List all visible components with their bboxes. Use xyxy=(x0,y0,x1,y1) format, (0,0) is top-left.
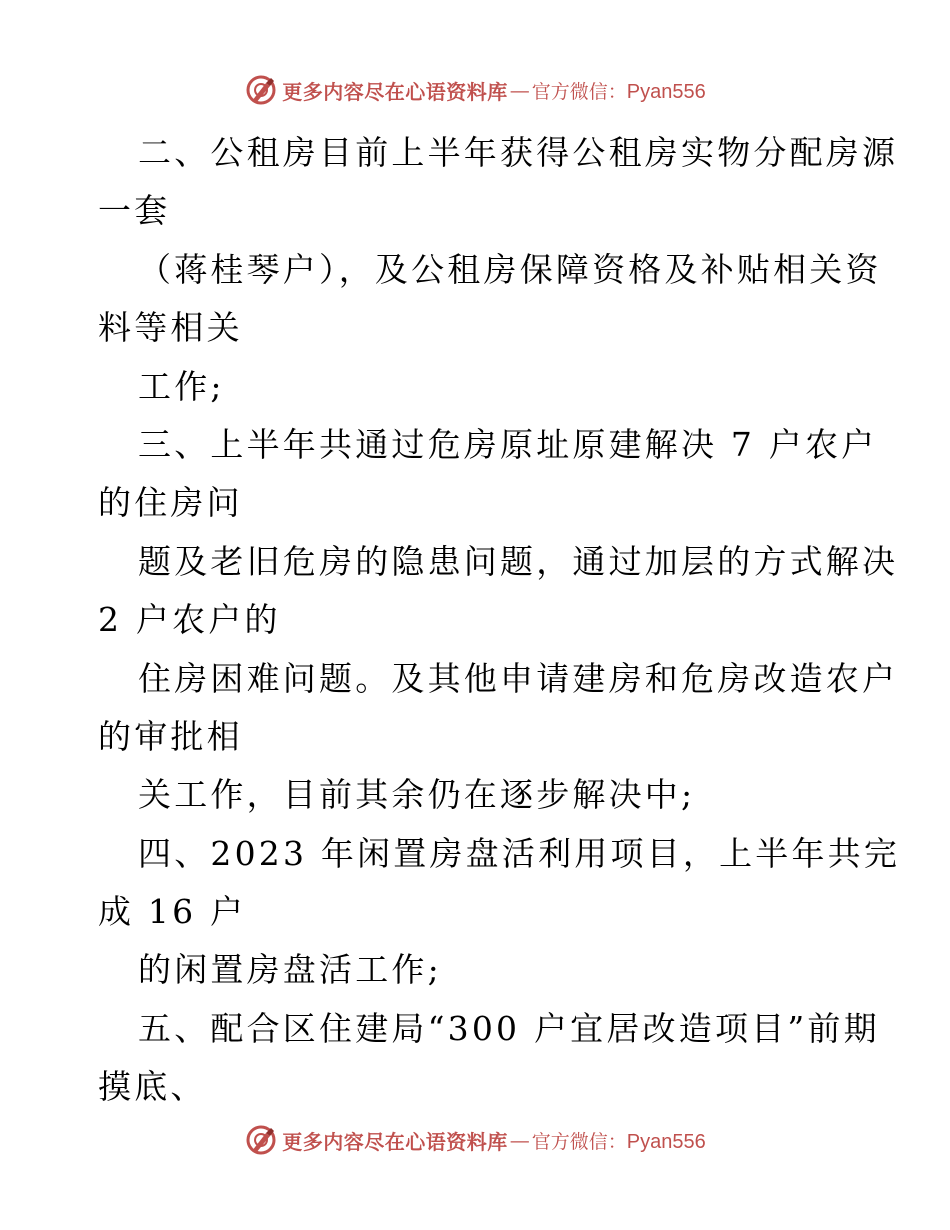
footer-watermark xyxy=(0,1122,950,1158)
watermark-contact-label: 官方微信： xyxy=(531,1130,627,1153)
text-line: 摸底、 xyxy=(98,1067,207,1107)
watermark-contact xyxy=(532,77,706,104)
watermark-contact xyxy=(532,1127,706,1154)
header-watermark xyxy=(0,72,950,108)
text-line: 三、上半年共通过危房原址原建解决 7 户农户 xyxy=(138,424,878,464)
watermark-separator: — xyxy=(509,78,530,102)
text-line: 料等相关 xyxy=(98,308,243,348)
text-line: （蒋桂琴户），及公租房保障资格及补贴相关资 xyxy=(138,249,882,289)
text-line: 工作; xyxy=(138,366,225,406)
text-line: 住房困难问题。及其他申请建房和危房改造农户 xyxy=(138,658,899,698)
text-line: 成 16 户 xyxy=(98,892,247,932)
text-line: 关工作，目前其余仍在逐步解决中; xyxy=(138,775,696,815)
document-body xyxy=(98,124,901,1117)
brand-logo-icon xyxy=(244,73,278,107)
text-line: 的住房问 xyxy=(98,483,243,523)
watermark-site-text: 更多内容尽在心语资料库 xyxy=(282,1129,508,1154)
text-line: 的审批相 xyxy=(98,716,243,756)
text-line: 题及老旧危房的隐患问题，通过加层的方式解决 xyxy=(138,541,899,581)
brand-logo-icon xyxy=(244,1123,278,1157)
watermark-contact-label: 官方微信： xyxy=(531,80,627,103)
text-line: 五、配合区住建局“300 户宜居改造项目”前期 xyxy=(138,1008,880,1048)
text-line: 一套 xyxy=(98,191,171,231)
text-line: 二、公租房目前上半年获得公租房实物分配房源 xyxy=(138,133,899,172)
watermark-separator: — xyxy=(509,1128,530,1152)
text-line: 四、2023 年闲置房盘活利用项目，上半年共完 xyxy=(138,833,901,873)
watermark-contact-id: Pyan556 xyxy=(626,80,706,103)
watermark-site-text: 更多内容尽在心语资料库 xyxy=(282,79,508,104)
watermark-contact-id: Pyan556 xyxy=(626,1130,706,1153)
text-line: 的闲置房盘活工作; xyxy=(138,950,442,990)
text-line: 2 户农户的 xyxy=(98,600,281,640)
